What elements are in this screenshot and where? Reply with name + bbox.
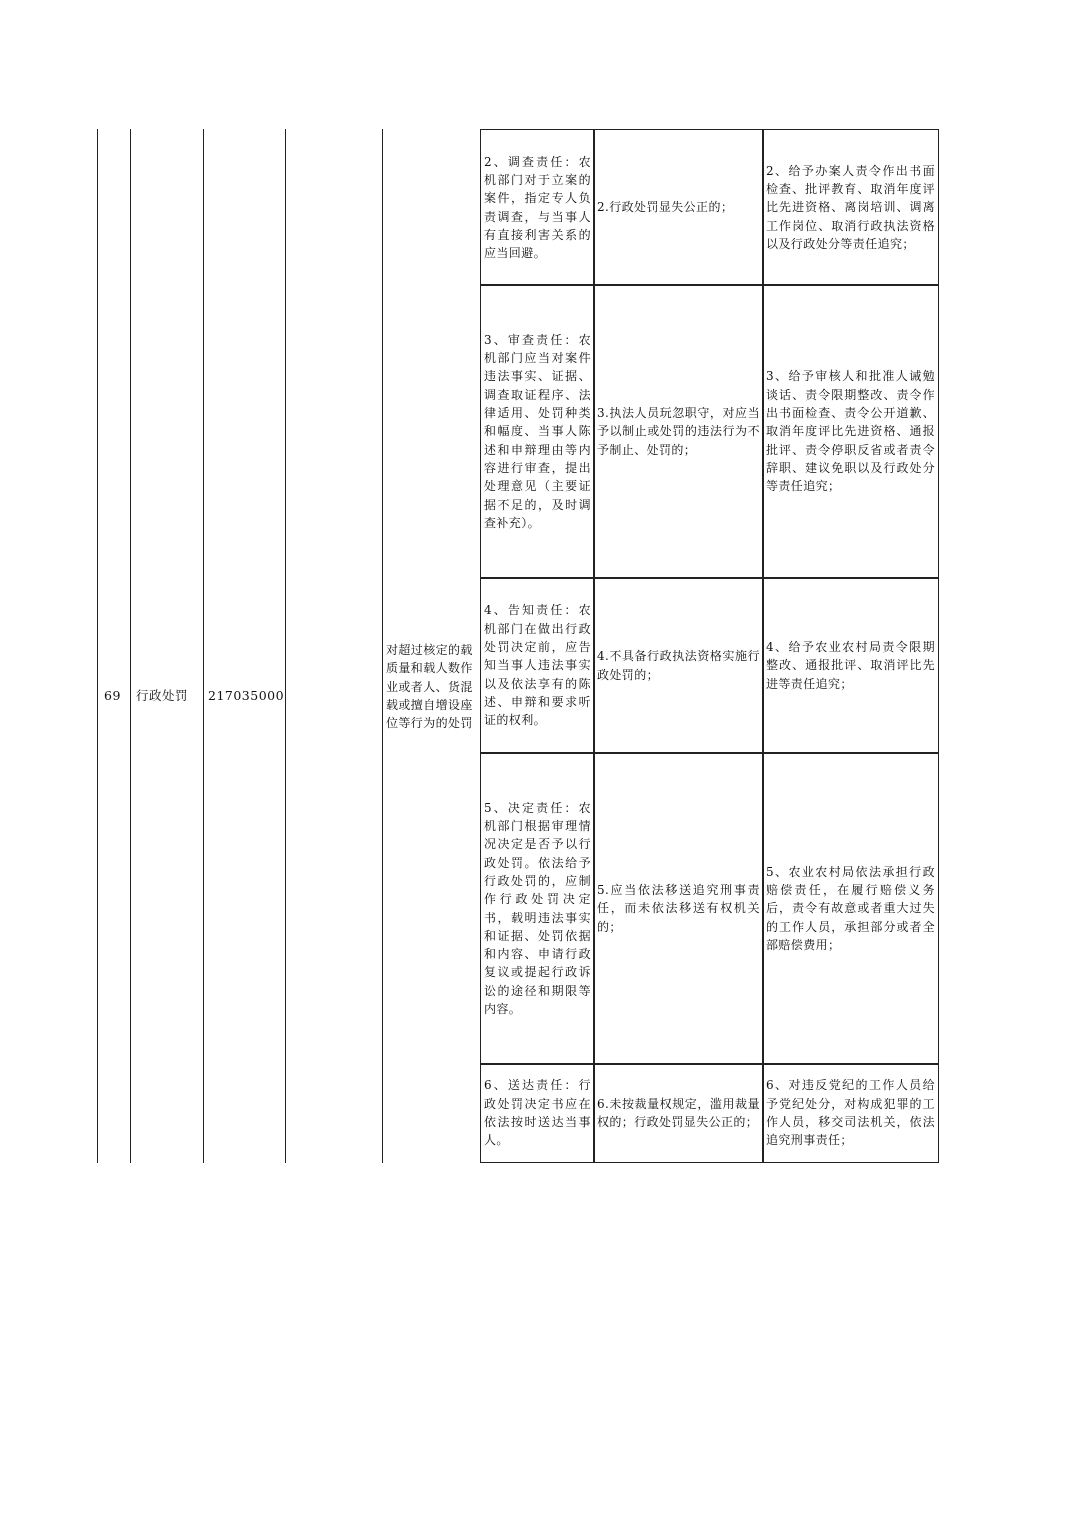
duty-cell: 2、调查责任：农机部门对于立案的案件，指定专人负责调查，与当事人有直接利害关系的应当回避。 [480,129,595,286]
accountability-cell: 3、给予审核人和批准人诫勉谈话、责令限期整改、责令作出书面检查、责令公开道歉、取消年度评比先进资格、通报批评、责令停职反省或者责令辞职、建议免职以及行政处分等责任追究； [762,284,939,579]
duty-cell: 3、审查责任：农机部门应当对案件违法事实、证据、调查取证程序、法律适用、处罚种类和幅度、当事人陈述和申辩理由等内容进行审查，提出处理意见（主要证据不足的，及时调查补充）。 [480,284,595,579]
situation-cell: 5.应当依法移送追究刑事责任，而未依法移送有权机关的； [593,752,764,1065]
row-index: 69 [104,688,121,703]
situation-cell: 2.行政处罚显失公正的； [593,129,764,286]
column-rule [97,129,98,1163]
duty-cell: 6、送达责任：行政处罚决定书应在依法按时送达当事人。 [480,1063,595,1163]
column-rule [382,129,383,1163]
accountability-cell: 5、农业农村局依法承担行政赔偿责任，在履行赔偿义务后，责令有故意或者重大过失的工作人员，承担部分或者全部赔偿费用； [762,752,939,1065]
situation-cell: 4.不具备行政执法资格实施行政处罚的； [593,577,764,754]
row-code: 217035000 [208,688,285,703]
accountability-cell: 2、给予办案人责令作出书面检查、批评教育、取消年度评比先进资格、离岗培训、调离工作岗位、取消行政执法资格以及行政处分等责任追究； [762,129,939,286]
column-rule [203,129,204,1163]
situation-cell: 3.执法人员玩忽职守，对应当予以制止或处罚的违法行为不予制止、处罚的； [593,284,764,579]
row-item: 对超过核定的载质量和载人数作业或者人、货混载或擅自增设座位等行为的处罚 [386,643,473,731]
column-rule [130,129,131,1163]
accountability-cell: 4、给予农业农村局责令限期整改、通报批评、取消评比先进等责任追究； [762,577,939,754]
row-category: 行政处罚 [136,688,189,703]
column-rule [285,129,286,1163]
duty-cell: 5、决定责任：农机部门根据审理情况决定是否予以行政处罚。依法给予行政处罚的，应制作行政处罚决定书，载明违法事实和证据、处罚依据和内容、申请行政复议或提起行政诉讼的途径和期限等内容。 [480,752,595,1065]
accountability-cell: 6、对违反党纪的工作人员给予党纪处分，对构成犯罪的工作人员，移交司法机关，依法追究刑事责任； [762,1063,939,1163]
situation-cell: 6.未按裁量权规定，滥用裁量权的；行政处罚显失公正的； [593,1063,764,1163]
duty-cell: 4、告知责任：农机部门在做出行政处罚决定前，应告知当事人违法事实以及依法享有的陈述、申辩和要求听证的权利。 [480,577,595,754]
